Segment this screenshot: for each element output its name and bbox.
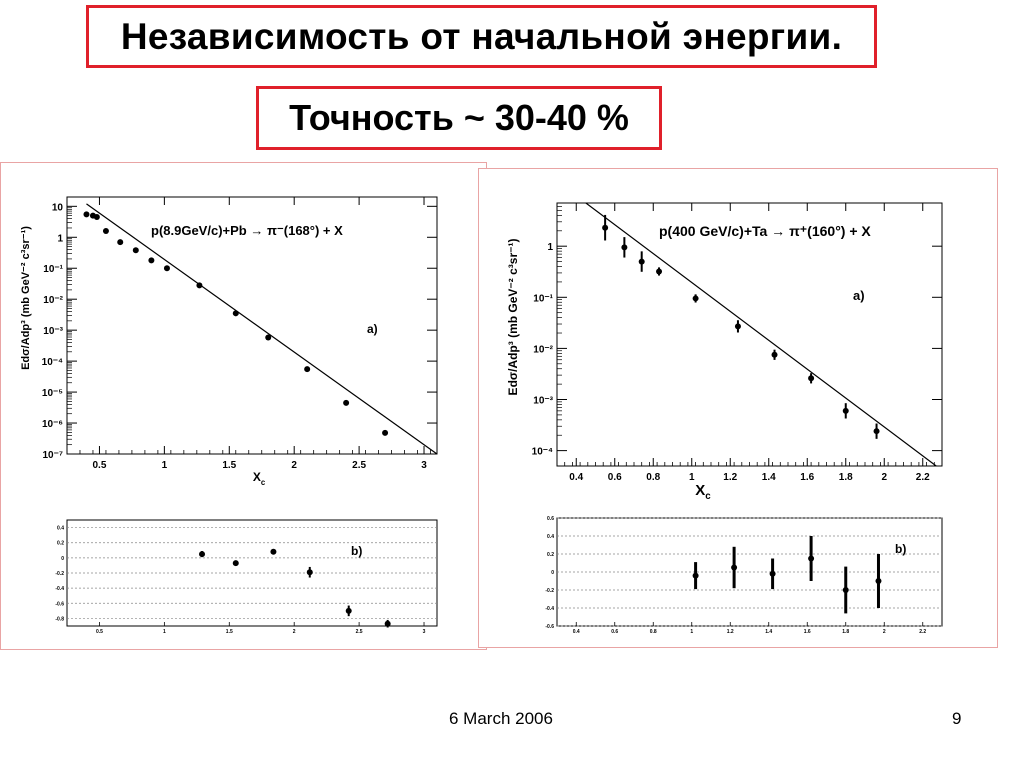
right-residual-xtick-label: 1.6 [803,629,811,635]
left-main-reaction-label: p(8.9GeV/c)+Pb → π⁻(168°) + X [151,223,343,238]
right-main-data-point [808,375,814,381]
left-residual-ytick-label: 0.2 [57,540,64,547]
left-main-ytick-label: 10⁻⁵ [41,388,63,400]
left-main-x-axis-label: $X_c$ [252,470,266,487]
left-main-ytick-label: 10⁻⁶ [41,419,63,431]
left-residual-xtick-label: 2 [292,629,296,635]
right-residual-xtick-label: 1.4 [765,629,773,635]
left-main-ytick-label: 10⁻² [43,295,63,307]
right-main-xtick-label: 2.2 [915,472,930,483]
right-main-fit-line [586,203,936,466]
left-main-y-axis-label: Edσ/Adp³ (mb GeV⁻² c³sr⁻¹) [20,226,32,370]
right-residual-data-point [693,573,699,579]
right-main-y-axis-label: Edσ/Adp³ (mb GeV⁻² c³sr⁻¹) [506,238,520,396]
left-residual-data-point [199,551,205,557]
right-residual-xtick-label: 0.4 [572,629,580,635]
left-main-data-point [343,400,349,406]
right-main-data-point [621,244,627,250]
left-residual-xtick-label: 0.5 [95,629,103,635]
right-residual-ytick-label: 0.6 [547,516,554,522]
accuracy-frame [256,86,662,150]
right-residual-data-point [875,578,881,584]
left-residual-xtick-label: 2.5 [355,629,363,635]
left-residual-data-point [270,549,276,555]
left-main-ytick-label: 1 [57,233,63,245]
slide-title: Независимость от начальной энергии. [120,15,843,57]
right-main-data-point [772,352,778,358]
left-residual-ytick-label: -0.2 [55,571,64,577]
left-residual-data-point [385,621,391,627]
right-main-xtick-label: 0.4 [569,472,584,483]
right-residual-xtick-label: 0.8 [649,629,657,635]
left-main-data-point [304,366,310,372]
right-residual-xtick-label: 2 [882,629,886,635]
right-residual-ytick-label: 0 [551,570,554,576]
right-main-ytick-label: 10⁻⁴ [531,446,553,458]
left-figure-panel [0,162,487,650]
right-residual-xtick-label: 0.6 [611,629,619,635]
left-residual-ytick-label: -0.4 [55,586,64,593]
left-main-data-point [133,247,139,253]
right-main-reaction-label: p(400 GeV/c)+Ta → π⁺(160°) + X [659,223,871,239]
left-main-panel-label: a) [367,322,378,336]
left-main-data-point [83,211,89,217]
right-main-panel-label: a) [853,288,865,303]
right-main-xtick-label: 1 [688,472,695,483]
left-main-xtick-label: 2 [291,460,297,471]
left-main-data-point [164,265,170,271]
right-residual-data-point [808,556,814,562]
left-main-data-point [148,257,154,263]
left-figure-svg [1,163,488,651]
left-main-xtick-label: 1.5 [222,460,237,471]
left-main-data-point [382,430,388,436]
right-residual-ytick-label: -0.4 [545,606,554,612]
right-main-data-point [693,295,699,301]
left-residual-xtick-label: 3 [422,629,426,635]
left-main-ytick-label: 10⁻³ [43,326,63,338]
right-residual-data-point [770,571,776,577]
left-residual-ytick-label: 0.4 [57,525,64,532]
right-residual-data-point [843,587,849,593]
left-main-fit-line [86,204,437,454]
left-main-data-point [103,228,109,234]
right-figure-svg [479,169,999,649]
right-main-ytick-label: 10⁻¹ [533,293,553,305]
accuracy-label: Точность ~ 30-40 % [289,97,629,138]
left-main-ytick-label: 10⁻⁴ [41,357,63,369]
right-residual-ytick-label: 0.4 [547,534,554,540]
left-main-data-point [94,214,100,220]
left-residual-data-point [233,560,239,566]
left-main-xtick-label: 0.5 [92,460,107,471]
left-residual-ytick-label: -0.8 [55,616,64,623]
left-residual-xtick-label: 1.5 [225,629,233,635]
slide-title-frame [86,5,877,68]
left-main-xtick-label: 1 [161,460,168,471]
right-main-ytick-label: 10⁻² [533,344,553,356]
right-figure-panel [478,168,998,648]
left-main-ytick-label: 10⁻¹ [43,264,63,276]
right-main-data-point [874,428,880,434]
footer-date: 6 March 2006 [449,709,553,728]
right-main-x-axis-label: $X_c$ [695,482,711,502]
right-main-data-point [656,268,662,274]
left-main-data-point [196,282,202,288]
right-residual-xtick-label: 1.2 [726,629,734,635]
left-main-xtick-label: 2.5 [352,460,367,471]
left-residual-ytick-label: -0.6 [55,601,64,608]
right-residual-ytick-label: -0.6 [545,624,554,630]
right-residual-data-point [731,565,737,571]
right-main-data-point [639,259,645,265]
left-main-xtick-label: 3 [421,460,427,471]
left-residual-data-point [346,608,352,614]
right-main-data-point [843,408,849,414]
left-residual-ytick-label: 0 [61,555,64,562]
left-main-data-point [117,239,123,245]
left-residual-panel-label: b) [351,544,363,558]
right-main-xtick-label: 1.8 [838,472,853,483]
right-main-xtick-label: 0.8 [646,472,661,483]
right-main-x-axis-label-sub: c [705,491,711,502]
right-main-data-point [602,225,608,231]
right-main-ytick-label: 10⁻³ [533,395,553,407]
right-residual-ytick-label: -0.2 [545,588,554,594]
right-residual-xtick-label: 1 [690,629,694,635]
left-main-ytick-label: 10 [51,202,63,214]
page-number: 9 [952,709,962,728]
left-main-data-point [265,334,271,340]
left-residual-data-point [307,569,313,575]
left-main-x-axis-label-sub: c [260,478,266,487]
right-residual-panel-label: b) [895,542,907,556]
right-main-xtick-label: 0.6 [607,472,622,483]
right-residual-ytick-label: 0.2 [547,552,554,558]
right-main-xtick-label: 1.2 [723,472,738,483]
right-main-ytick-label: 1 [547,242,553,254]
right-residual-xtick-label: 1.8 [842,629,850,635]
right-main-data-point [735,323,741,329]
left-main-ytick-label: 10⁻⁷ [42,450,63,461]
right-main-xtick-label: 1.4 [761,472,776,483]
left-residual-xtick-label: 1 [162,629,166,635]
left-main-data-point [233,310,239,316]
right-main-xtick-label: 1.6 [800,472,815,483]
right-residual-xtick-label: 2.2 [919,629,927,635]
right-main-xtick-label: 2 [881,472,888,483]
